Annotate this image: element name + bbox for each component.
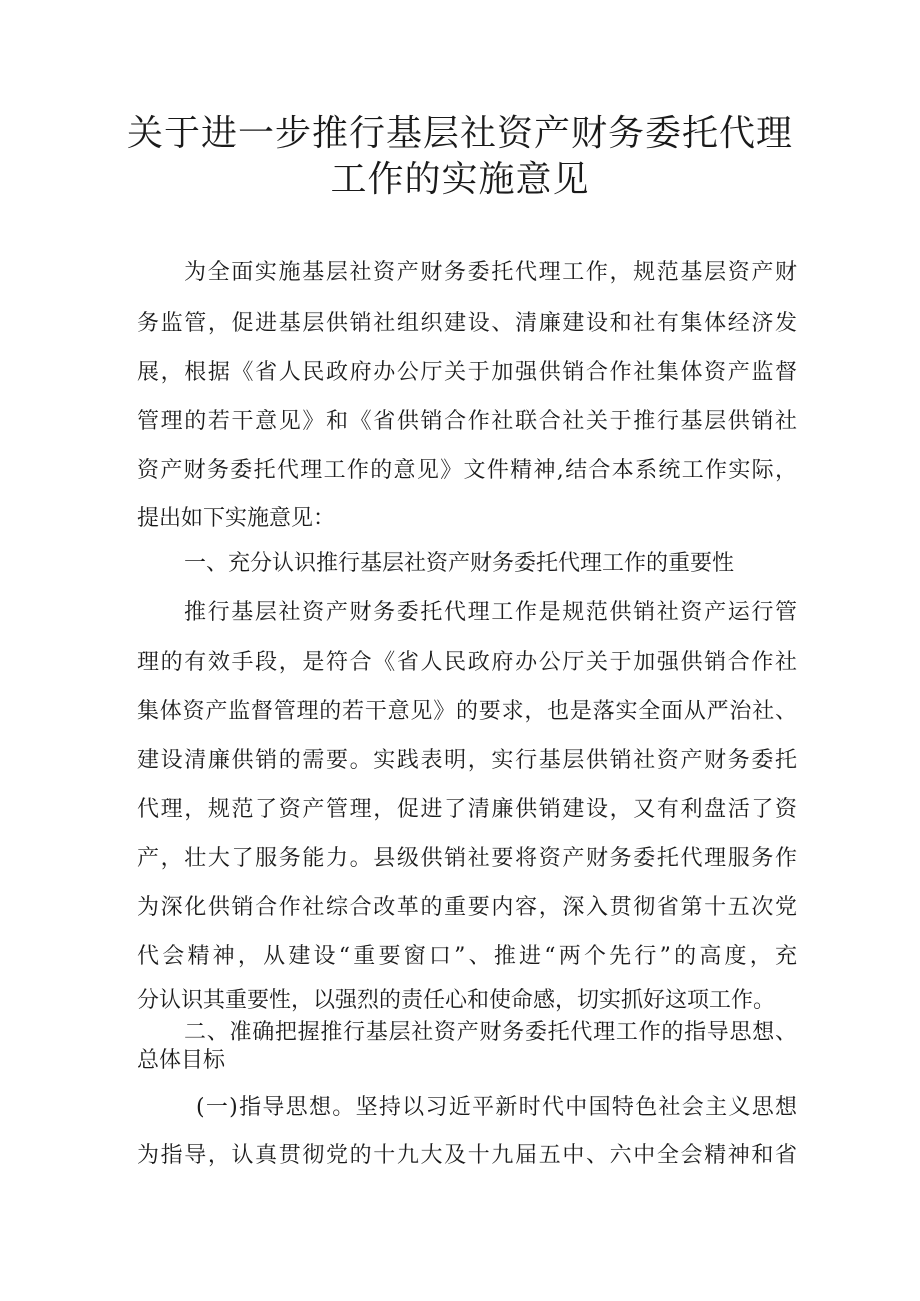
paragraph-line: 产，壮大了服务能力。县级供销社要将资产财务委托代理服务作 xyxy=(137,846,797,871)
document-title-line-1: 关于进一步推行基层社资产财务委托代理 xyxy=(126,113,793,154)
paragraph-line: 建设清廉供销的需要。实践表明，实行基层供销社资产财务委托 xyxy=(137,748,797,773)
paragraph-line: (一)指导思想。坚持以习近平新时代中国特色社会主义思想 xyxy=(196,1095,797,1120)
section-heading: 二、准确把握推行基层社资产财务委托代理工作的指导思想、 xyxy=(184,1020,797,1045)
section-heading: 一、充分认识推行基层社资产财务委托代理工作的重要性 xyxy=(184,551,735,576)
paragraph-line: 代理，规范了资产管理，促进了清廉供销建设，又有利盘活了资 xyxy=(137,797,797,822)
paragraph-line: 理的有效手段，是符合《省人民政府办公厅关于加强供销合作社 xyxy=(137,650,797,675)
paragraph-line: 管理的若干意见》和《省供销合作社联合社关于推行基层供销社 xyxy=(137,409,797,434)
paragraph-line: 推行基层社资产财务委托代理工作是规范供销社资产运行管 xyxy=(184,600,797,625)
paragraph-line: 务监管，促进基层供销社组织建设、清廉建设和社有集体经济发 xyxy=(137,311,797,336)
section-heading: 总体目标 xyxy=(137,1048,226,1073)
paragraph-line: 提出如下实施意见： xyxy=(137,506,336,531)
paragraph-line: 代会精神，从建设“重要窗口”、推进“两个先行”的高度，充 xyxy=(137,944,797,969)
paragraph-line: 集体资产监督管理的若干意见》的要求，也是落实全面从严治社、 xyxy=(137,699,797,724)
paragraph-line: 为深化供销合作社综合改革的重要内容，深入贯彻省第十五次党 xyxy=(137,895,797,920)
paragraph-line: 展，根据《省人民政府办公厅关于加强供销合作社集体资产监督 xyxy=(137,360,797,385)
paragraph-line: 为全面实施基层社资产财务委托代理工作，规范基层资产财 xyxy=(184,260,797,285)
paragraph-line: 分认识其重要性，以强烈的责任心和使命感，切实抓好这项工作。 xyxy=(137,988,776,1013)
paragraph-line: 资产财务委托代理工作的意见》文件精神,结合本系统工作实际， xyxy=(137,458,797,483)
document-title-line-2: 工作的实施意见 xyxy=(330,159,590,200)
paragraph-line: 为指导，认真贯彻党的十九大及十九届五中、六中全会精神和省 xyxy=(137,1143,797,1168)
